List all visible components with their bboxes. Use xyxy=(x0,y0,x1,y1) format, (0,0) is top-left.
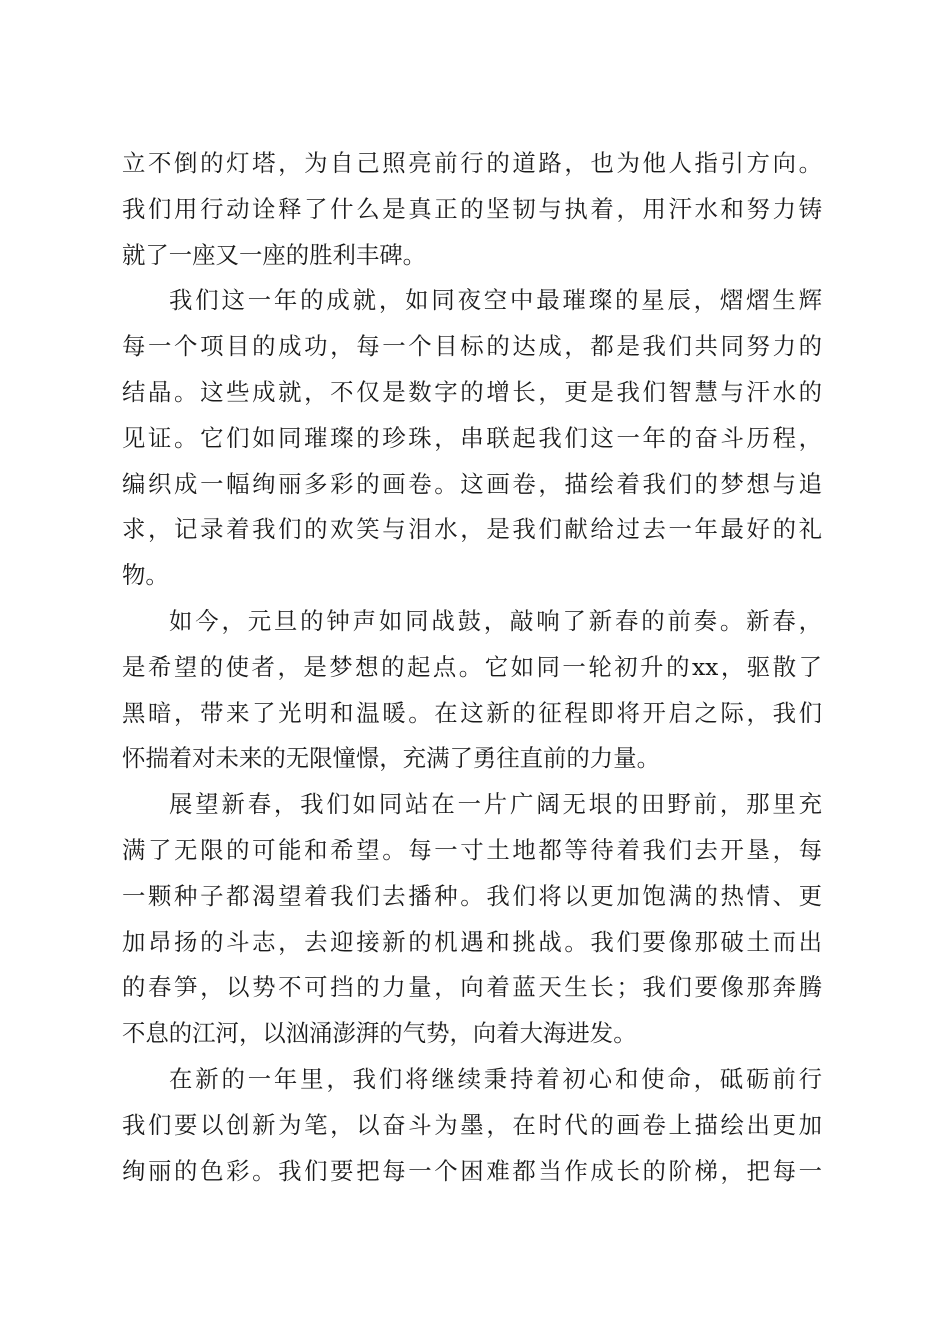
text-line: 求，记录着我们的欢笑与泪水，是我们献给过去一年最好的礼 xyxy=(122,515,822,544)
text-line: 我们要以创新为笔，以奋斗为墨，在时代的画卷上描绘出更加 xyxy=(122,1110,822,1139)
document-body xyxy=(122,141,822,1194)
text-line: 就了一座又一座的胜利丰碑。 xyxy=(122,240,427,269)
text-line: 我们这一年的成就，如同夜空中最璀璨的星辰，熠熠生辉 xyxy=(169,286,822,315)
text-line: 立不倒的灯塔，为自己照亮前行的道路，也为他人指引方向。 xyxy=(122,149,822,177)
text-line: 是希望的使者，是梦想的起点。它如同一轮初升的xx，驱散了 xyxy=(122,652,822,681)
text-line: 绚丽的色彩。我们要把每一个困难都当作成长的阶梯，把每一 xyxy=(122,1156,822,1185)
text-line: 加昂扬的斗志，去迎接新的机遇和挑战。我们要像那破土而出 xyxy=(122,927,822,956)
text-line: 黑暗，带来了光明和温暖。在这新的征程即将开启之际，我们 xyxy=(122,698,822,727)
text-line: 满了无限的可能和希望。每一寸土地都等待着我们去开垦，每 xyxy=(122,835,822,864)
text-line: 展望新春，我们如同站在一片广阔无垠的田野前，那里充 xyxy=(169,790,822,819)
text-line: 编织成一幅绚丽多彩的画卷。这画卷，描绘着我们的梦想与追 xyxy=(122,469,822,498)
text-line: 不息的江河，以汹涌澎湃的气势，向着大海进发。 xyxy=(122,1019,637,1048)
text-line: 我们用行动诠释了什么是真正的坚韧与执着，用汗水和努力铸 xyxy=(122,194,822,223)
text-line: 的春笋，以势不可挡的力量，向着蓝天生长；我们要像那奔腾 xyxy=(122,973,822,1002)
text-line: 如今，元旦的钟声如同战鼓，敲响了新春的前奏。新春， xyxy=(169,606,822,635)
text-line: 在新的一年里，我们将继续秉持着初心和使命，砥砺前行 xyxy=(169,1064,822,1093)
text-line: 每一个项目的成功，每一个目标的达成，都是我们共同努力的 xyxy=(122,332,822,361)
text-line: 怀揣着对未来的无限憧憬，充满了勇往直前的力量。 xyxy=(122,744,660,773)
text-line: 见证。它们如同璀璨的珍珠，串联起我们这一年的奋斗历程， xyxy=(122,423,822,452)
text-line: 结晶。这些成就，不仅是数字的增长，更是我们智慧与汗水的 xyxy=(122,377,822,406)
text-line: 物。 xyxy=(122,561,169,590)
text-line: 一颗种子都渴望着我们去播种。我们将以更加饱满的热情、更 xyxy=(122,881,822,910)
